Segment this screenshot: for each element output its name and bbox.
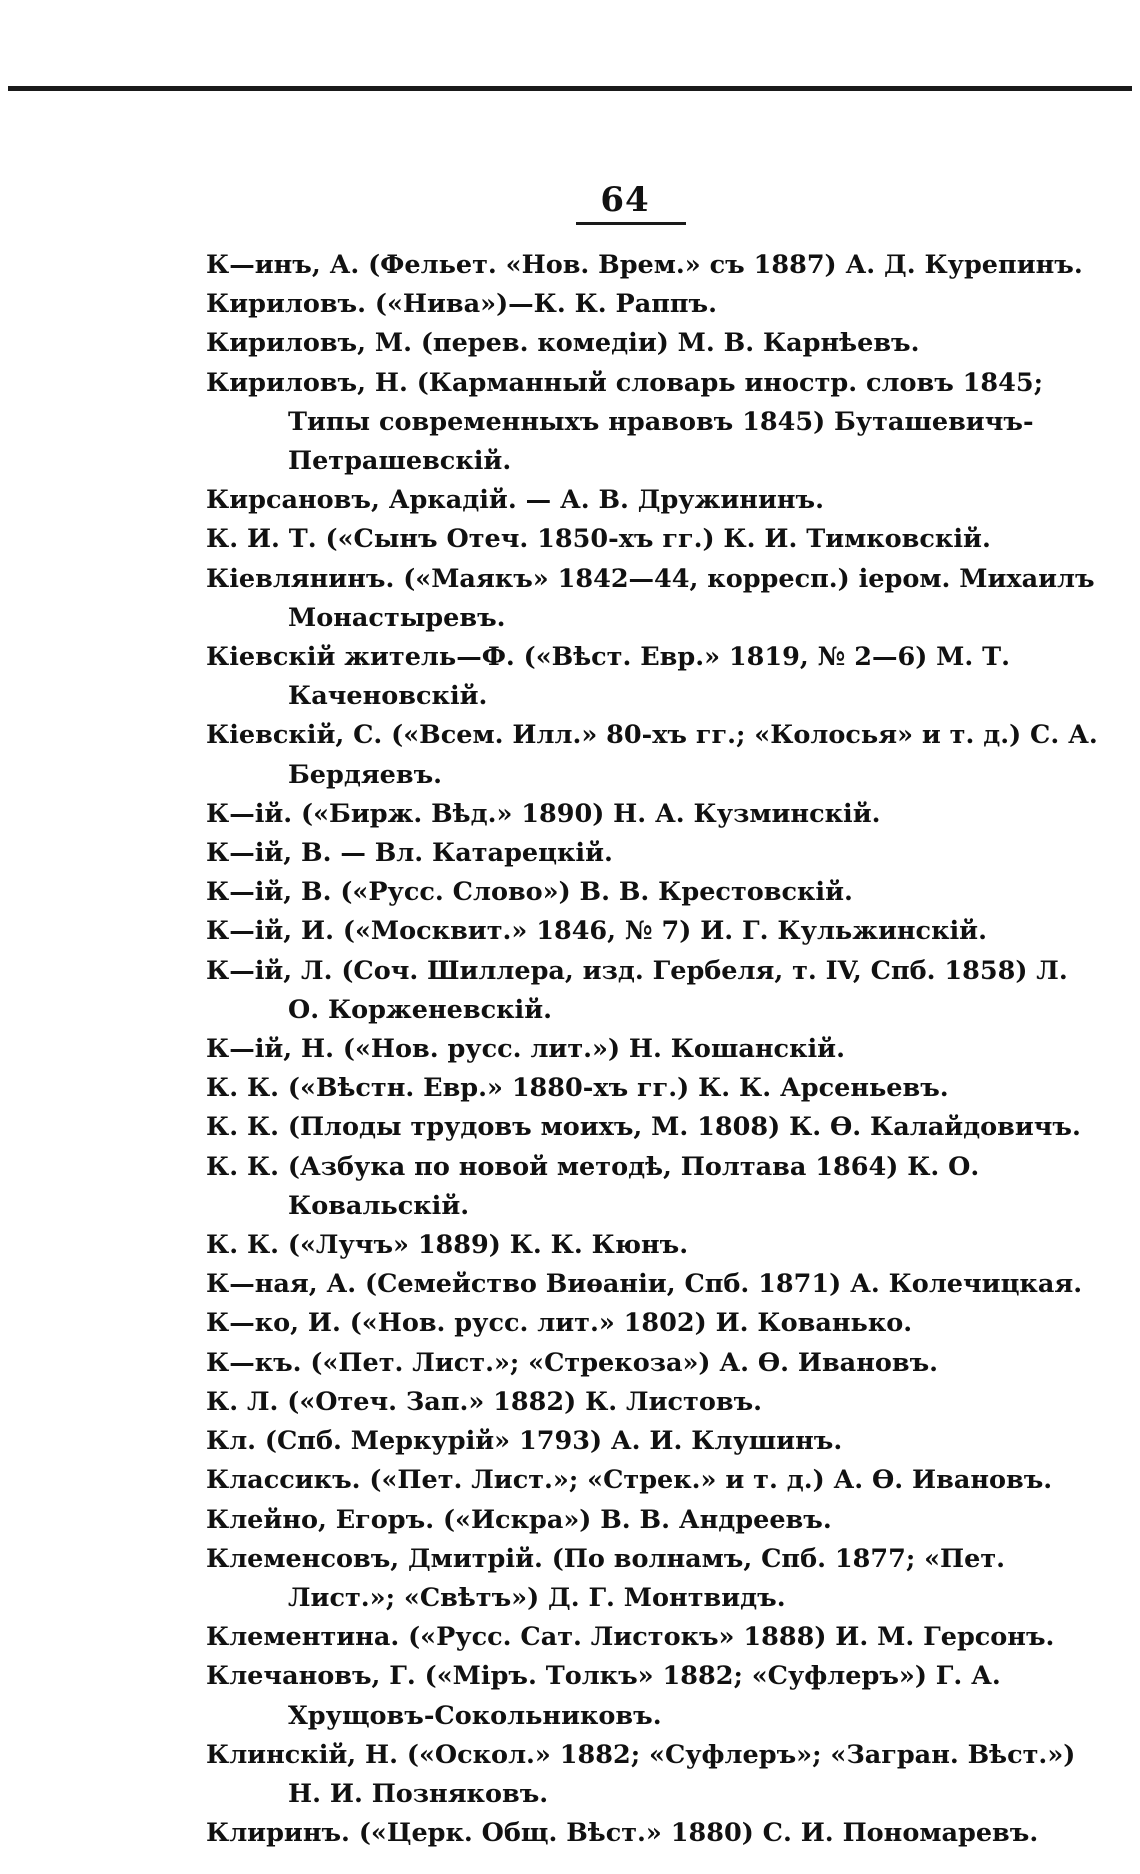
dictionary-entry: Кириловъ, Н. (Карманный словарь иностр. словъ 1845; Типы современныхъ нравовъ 1845) Буташевичъ-Петрашевскій. — [206, 367, 1044, 477]
dictionary-entry: К—ій, В. («Русс. Слово») В. В. Крестовскій. — [206, 877, 853, 908]
dictionary-entry: К. К. («Вѣстн. Евр.» 1880-хъ гг.) К. К. Арсеньевъ. — [206, 1073, 949, 1104]
dictionary-entry: К—инъ, А. (Фельет. «Нов. Врем.» съ 1887) А. Д. Курепинъ. — [206, 250, 1083, 280]
page-number: 64 — [600, 180, 650, 220]
dictionary-entry: Клейно, Егоръ. («Искра») В. В. Андреевъ. — [206, 1504, 832, 1535]
dictionary-entry: К—ій, И. («Москвит.» 1846, № 7) И. Г. Кульжинскій. — [206, 916, 987, 947]
dictionary-entry: К—ій, Н. («Нов. русс. лит.») Н. Кошанскій. — [206, 1034, 845, 1065]
dictionary-entry: Клиринъ. («Церк. Общ. Вѣст.» 1880) С. И. Пономаревъ. — [206, 1818, 1039, 1849]
dictionary-entry: Кіевскій, С. («Всем. Илл.» 80-хъ гг.; «Колосья» и т. д.) С. А. Бердяевъ. — [206, 720, 1098, 790]
dictionary-entry: К—ная, А. (Семейство Виѳаніи, Спб. 1871) А. Колечицкая. — [206, 1269, 1083, 1300]
dictionary-entry: К. Л. («Отеч. Зап.» 1882) К. Листовъ. — [206, 1386, 763, 1417]
dictionary-entry: К. К. («Лучъ» 1889) К. К. Кюнъ. — [206, 1230, 689, 1261]
dictionary-entry: К—ій. («Бирж. Вѣд.» 1890) Н. А. Кузминскій. — [206, 798, 881, 829]
dictionary-entry: К—ій, В. — Вл. Катарецкій. — [206, 838, 613, 869]
top-border-rule — [8, 86, 1132, 91]
dictionary-entry: Кл. (Спб. Меркурій» 1793) А. И. Клушинъ. — [206, 1426, 843, 1457]
dictionary-entry: Клементина. («Русс. Сат. Листокъ» 1888) И. М. Герсонъ. — [206, 1622, 1055, 1653]
dictionary-entry: К—къ. («Пет. Лист.»; «Стрекоза») А. Ѳ. Ивановъ. — [206, 1347, 939, 1378]
dictionary-entry: Кіевскій житель—Ф. («Вѣст. Евр.» 1819, № 2—6) М. Т. Каченовскій. — [206, 642, 1010, 712]
dictionary-entry: К—ій, Л. (Соч. Шиллера, изд. Гербеля, т. IV, Спб. 1858) Л. О. Корженевскій. — [206, 955, 1068, 1025]
dictionary-entry: К. И. Т. («Сынъ Отеч. 1850-хъ гг.) К. И. Тимковскій. — [206, 524, 991, 555]
dictionary-entry: Кириловъ. («Нива»)—К. К. Раппъ. — [206, 289, 717, 320]
dictionary-entry: Кирсановъ, Аркадій. — А. В. Дружининъ. — [206, 485, 824, 516]
dictionary-entry: К. К. (Плоды трудовъ моихъ, М. 1808) К. Ѳ. Калайдовичъ. — [206, 1112, 1081, 1143]
dictionary-entry: Кіевлянинъ. («Маякъ» 1842—44, корресп.) іером. Михаилъ Монастыревъ. — [206, 563, 1095, 633]
pseudonym-entries-list — [206, 246, 1106, 1853]
dictionary-entry: К—ко, И. («Нов. русс. лит.» 1802) И. Кованько. — [206, 1308, 913, 1339]
dictionary-entry: К. К. (Азбука по новой методѣ, Полтава 1864) К. О. Ковальскій. — [206, 1151, 980, 1221]
dictionary-entry: Клеменсовъ, Дмитрій. (По волнамъ, Спб. 1877; «Пет. Лист.»; «Свѣтъ») Д. Г. Монтвидъ. — [206, 1543, 1006, 1613]
dictionary-entry: Кириловъ, М. (перев. комедіи) М. В. Карнѣевъ. — [206, 328, 920, 359]
page-number-underline — [576, 222, 686, 225]
dictionary-entry: Классикъ. («Пет. Лист.»; «Стрек.» и т. д.) А. Ѳ. Ивановъ. — [206, 1465, 1053, 1496]
dictionary-entry: Клинскій, Н. («Оскол.» 1882; «Суфлеръ»; «Загран. Вѣст.») Н. И. Позняковъ. — [206, 1739, 1076, 1809]
dictionary-entry: Клечановъ, Г. («Міръ. Толкъ» 1882; «Суфлеръ») Г. А. Хрущовъ-Сокольниковъ. — [206, 1661, 1001, 1731]
